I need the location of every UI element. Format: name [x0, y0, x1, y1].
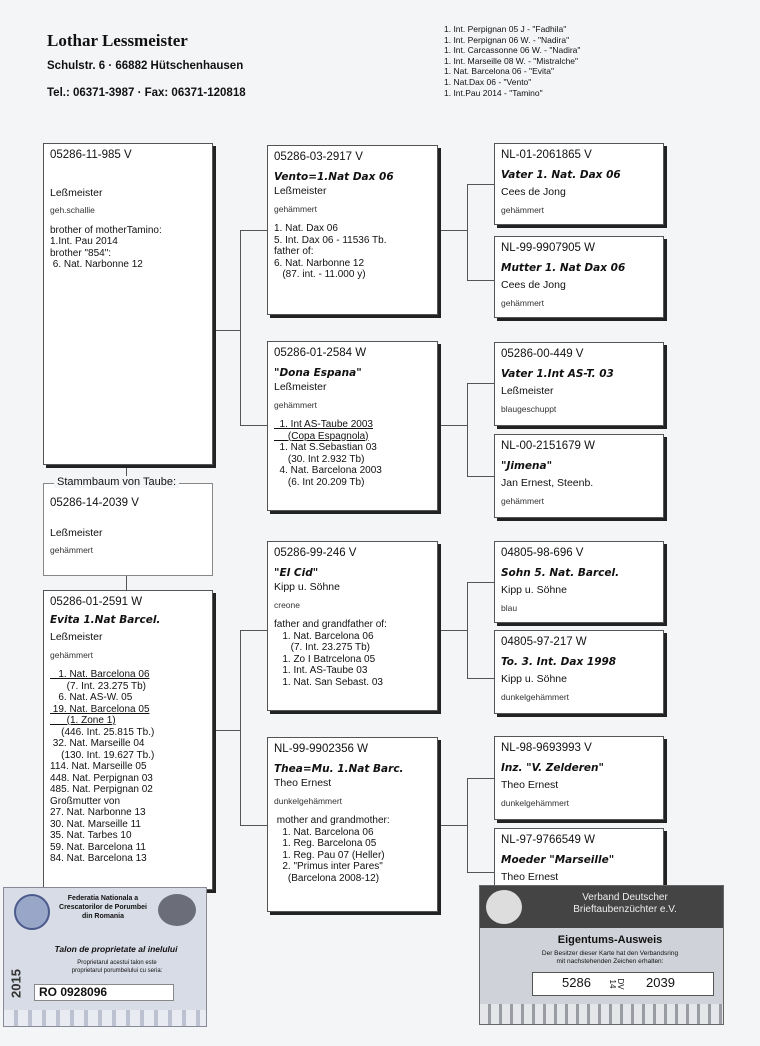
prize-item: 1. Nat.Dax 06 - "Vento" [444, 76, 532, 87]
result-line: (1. Zone 1) [50, 715, 116, 726]
color: gehämmert [274, 203, 317, 214]
result-line: 1. Nat S.Sebastian 03 [274, 442, 377, 453]
result-line: 5. Int. Dax 06 - 11536 Tb. [274, 234, 387, 246]
pigeon-name: "Jimena" [501, 459, 553, 472]
grandparent-card [494, 630, 664, 714]
pigeon-name: Vater 1. Nat. Dax 06 [501, 168, 621, 181]
result-line: 6. Nat. Narbonne 12 [274, 257, 365, 269]
grandparent-card [494, 143, 664, 225]
result-line: 1. Reg. Barcelona 05 [274, 838, 377, 849]
ring-number: NL-99-9902356 W [274, 743, 368, 755]
ring-number: NL-01-2061865 V [501, 149, 592, 161]
color: dunkelgehämmert [274, 795, 343, 806]
result-line: 1. Nat. Dax 06 [274, 223, 338, 234]
owner-contact: Tel.: 06371-3987 · Fax: 06371-120818 [47, 87, 246, 99]
ring-number: NL-98-9693993 V [501, 742, 592, 754]
federation-line: Federatia Nationala a [67, 895, 139, 902]
result-line: 1. Nat. Barcelona 06 [274, 630, 374, 642]
ring-number: 04805-97-217 W [501, 636, 587, 648]
grandparent-card [494, 342, 664, 426]
result-line: 32. Nat. Marseille 04 [50, 738, 145, 749]
pigeon-name: Vater 1.Int AS-T. 03 [501, 367, 614, 380]
result-line: (Copa Espagnola) [274, 430, 369, 442]
pigeon-name: To. 3. Int. Dax 1998 [501, 655, 617, 668]
breeder: Leßmeister [50, 526, 103, 539]
result-line: (446. Int. 25.815 Tb.) [50, 726, 155, 738]
result-line: 1. Int AS-Taube 2003 [274, 419, 373, 430]
ring-number: 05286-11-985 V [50, 149, 132, 161]
color: dunkelgehämmert [501, 797, 570, 808]
result-line: 1. Int. AS-Taube 03 [274, 665, 368, 676]
color: gehämmert [501, 297, 544, 308]
ring-number: NL-99-9907905 W [501, 242, 595, 254]
federation-line: Crescatorilor de Porumbei [59, 904, 147, 911]
result-line: brother of motherTamino: [50, 224, 162, 236]
breeder: Leßmeister [274, 381, 327, 393]
result-line: 6. Nat. Narbonne 12 [50, 259, 143, 270]
ring-number: NL-00-2151679 W [501, 440, 595, 452]
pigeon-name: "El Cid" [274, 566, 319, 579]
stub-subtitle: proprietarul porumbelului cu seria: [71, 967, 163, 974]
result-line: (Barcelona 2008-12) [274, 872, 380, 884]
ring-serial: RO 0928096 [34, 984, 174, 1001]
stub-title: Talon de proprietate al inelului [54, 944, 178, 954]
card-text: mit nachstehenden Zeichen erhalten: [556, 958, 664, 965]
breeder: Leßmeister [501, 385, 554, 397]
result-line: 59. Nat. Barcelona 11 [50, 841, 146, 853]
result-line: 1.Int. Pau 2014 [50, 236, 118, 247]
ring-number: 05286-01-2584 W [274, 347, 367, 359]
result-line: 1. Nat. Barcelona 06 [274, 826, 374, 838]
result-line: brother "854": [50, 247, 112, 259]
association-line: Verband Deutscher [582, 892, 668, 903]
federation-seal-icon [14, 894, 50, 930]
subject-card [43, 483, 213, 576]
ring-number: 05286-14-2039 V [50, 497, 139, 509]
pigeon-name: Inz. "V. Zelderen" [501, 761, 604, 774]
result-line: 1. Nat. San Sebast. 03 [274, 676, 383, 688]
color: creone [274, 599, 300, 610]
result-line: 485. Nat. Perpignan 02 [50, 784, 153, 795]
ring-ownership-stub-ro [3, 887, 207, 1027]
ownership-card-de [479, 885, 724, 1025]
ring-number-part: 5286 [562, 975, 591, 990]
prize-item: 1. Int. Carcassonne 06 W. - "Nadira" [444, 45, 581, 56]
color: blaugeschuppt [501, 403, 557, 414]
parent-card-thea [267, 737, 438, 912]
association-line: Brieftaubenzüchter e.V. [573, 904, 677, 915]
result-line: 27. Nat. Narbonne 13 [50, 807, 146, 818]
result-line: (6. Int 20.209 Tb) [274, 476, 365, 488]
color: gehämmert [501, 495, 544, 506]
grandparent-card [494, 236, 664, 318]
prize-item: 1. Int. Perpignan 05 J - "Fadhila" [444, 24, 567, 34]
result-line: 1. Nat. Barcelona 06 [50, 669, 150, 680]
pigeon-name: Thea=Mu. 1.Nat Barc. [274, 762, 404, 775]
result-line: 114. Nat. Marseille 05 [50, 761, 147, 772]
result-line: father of: [274, 246, 314, 257]
breeder: Kipp u. Söhne [501, 673, 567, 685]
result-line: 4. Nat. Barcelona 2003 [274, 465, 382, 476]
ring-number: 05286-03-2917 V [274, 151, 363, 163]
pigeon-name: Sohn 5. Nat. Barcel. [501, 566, 620, 579]
breeder: Jan Ernest, Steenb. [501, 477, 594, 489]
result-line: Großmutter von [50, 795, 121, 807]
color: gehämmert [50, 649, 93, 660]
prize-item: 1. Int. Marseille 08 W. - "Mistralche" [444, 55, 579, 66]
result-line: (7. Int. 23.275 Tb) [50, 680, 146, 692]
prize-item: 1. Int. Perpignan 06 W. - "Nadira" [444, 34, 570, 45]
color: gehämmert [50, 545, 93, 555]
breeder: Leßmeister [50, 631, 103, 643]
result-line: mother and grandmother: [274, 815, 390, 826]
pigeon-name: "Dona Espana" [274, 366, 362, 379]
prize-item: 1. Nat. Barcelona 06 - "Evita" [444, 66, 554, 77]
ring-dv-year: DV 14 [608, 978, 625, 990]
color: geh.schallie [50, 205, 95, 215]
color: gehämmert [274, 399, 317, 410]
pigeon-name: Mutter 1. Nat Dax 06 [501, 261, 626, 274]
stub-subtitle: Proprietarul acestui talon este [77, 960, 157, 966]
result-line: (130. Int. 19.627 Tb.) [50, 749, 155, 761]
breeder: Kipp u. Söhne [274, 581, 340, 593]
breeder: Cees de Jong [501, 279, 566, 291]
result-line: 19. Nat. Barcelona 05 [50, 703, 150, 715]
grandparent-card [494, 434, 664, 518]
brother-card [43, 143, 213, 465]
ring-number: 05286-99-246 V [274, 547, 357, 559]
breeder: Theo Ernest [501, 871, 559, 883]
ring-number: 04805-98-696 V [501, 547, 584, 559]
breeder: Theo Ernest [501, 779, 559, 791]
owner-address: Schulstr. 6 · 66882 Hütschenhausen [47, 60, 244, 72]
result-line: 35. Nat. Tarbes 10 [50, 830, 132, 841]
ring-number: 05286-00-449 V [501, 348, 584, 360]
result-line: (7. Int. 23.275 Tb) [274, 642, 370, 653]
result-line: 1. Zo I Batrcelona 05 [274, 653, 376, 665]
result-line: 1. Reg. Pau 07 (Heller) [274, 849, 385, 861]
result-line: (30. Int 2.932 Tb) [274, 453, 365, 465]
grandparent-card [494, 736, 664, 820]
breeder: Leßmeister [50, 186, 103, 199]
parent-card-vento [267, 145, 438, 315]
ring-number: NL-97-9766549 W [501, 834, 595, 846]
result-line: 6. Nat. AS-W. 05 [50, 692, 133, 703]
pedigree-title: Stammbaum von Taube: [54, 476, 179, 488]
result-line: 2. "Primus inter Pares" [274, 861, 383, 872]
card-text: Der Besitzer dieser Karte hat den Verbandsring [541, 950, 679, 957]
result-line: 448. Nat. Perpignan 03 [50, 772, 153, 784]
pigeon-name: Vento=1.Nat Dax 06 [274, 170, 394, 183]
parent-card-dona-espana [267, 341, 438, 511]
color: gehämmert [501, 204, 544, 215]
pigeon-logo-icon [158, 894, 196, 926]
breeder: Kipp u. Söhne [501, 584, 567, 596]
grandparent-card [494, 541, 664, 623]
dove-logo-icon [486, 890, 522, 924]
card-title: Eigentums-Ausweis [557, 934, 663, 946]
breeder: Leßmeister [274, 185, 327, 197]
parent-card-el-cid [267, 541, 438, 711]
prize-item: 1. Int.Pau 2014 - "Tamino" [444, 87, 543, 98]
federation-line: din Romania [81, 913, 124, 920]
ring-year: 2015 [8, 969, 24, 998]
breeder: Cees de Jong [501, 186, 566, 198]
breeder: Theo Ernest [274, 777, 332, 789]
color: blau [501, 602, 518, 613]
owner-name: Lothar Lessmeister [47, 31, 188, 50]
color: dunkelgehämmert [501, 691, 570, 702]
result-line: 84. Nat. Barcelona 13 [50, 853, 147, 864]
mother-card [43, 590, 213, 890]
ring-number: 05286-01-2591 W [50, 596, 143, 608]
pigeon-name: Evita 1.Nat Barcel. [50, 613, 161, 626]
prize-list [444, 24, 580, 98]
result-line: 30. Nat. Marseille 11 [50, 818, 141, 830]
pigeon-name: Moeder "Marseille" [501, 853, 615, 866]
result-line: father and grandfather of: [274, 619, 387, 630]
ring-serial-part: 2039 [646, 975, 675, 990]
result-line: (87. int. - 11.000 y) [274, 269, 366, 280]
